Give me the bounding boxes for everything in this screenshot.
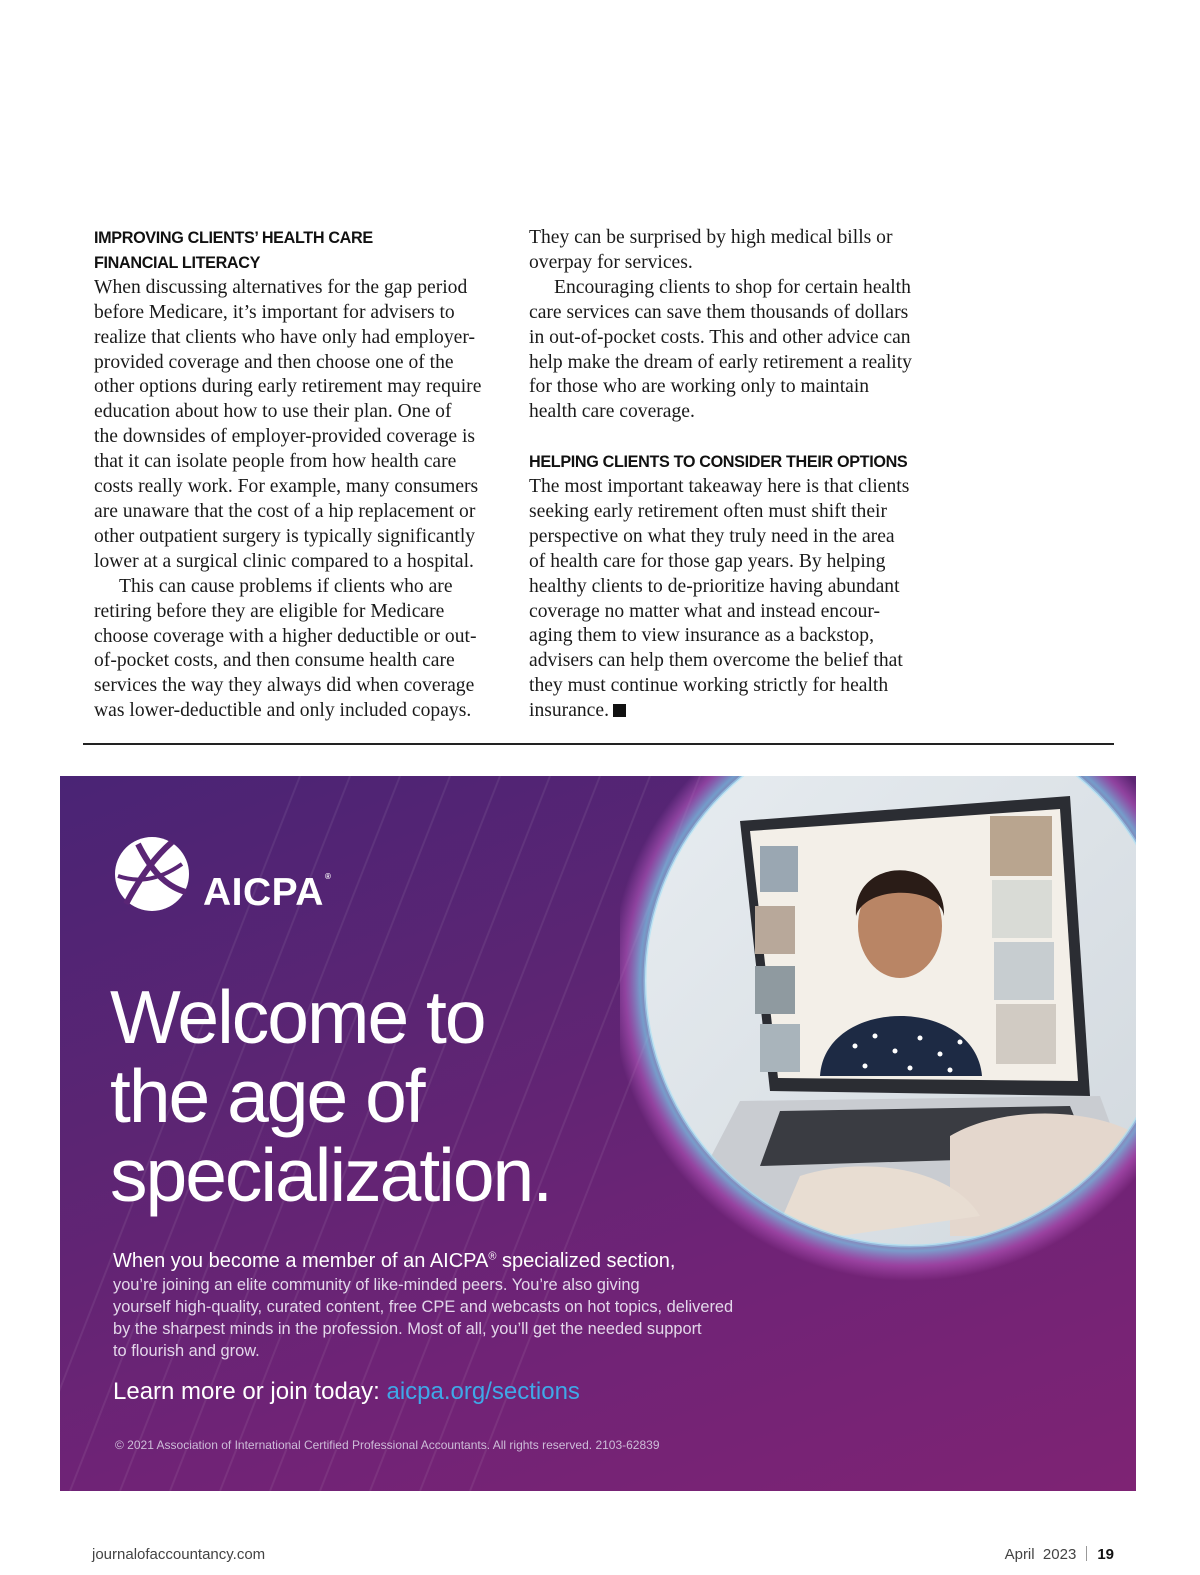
video-call-photo [620, 776, 1136, 1491]
ad-headline: Welcome to the age of specialization. [110, 975, 552, 1217]
article-right-column [529, 226, 943, 724]
section-heading-consider-options: HELPING CLIENTS TO CONSIDER THEIR OPTIONS [529, 453, 908, 472]
aicpa-sections-link[interactable]: aicpa.org/sections [386, 1378, 580, 1405]
body-paragraph: Encouraging clients to shop for certain health care services can save them thousands of dollars in out-of-pocket costs. This and other advice can help make the dream of early retirement a reality for those who are working only to maintain health care coverage. [529, 276, 912, 423]
aicpa-globe-icon [112, 834, 192, 914]
footer-issue-page [1005, 1546, 1114, 1563]
ad-call-to-action: Learn more or join today: aicpa.org/sections [113, 1378, 580, 1405]
section-heading-health-care-literacy: IMPROVING CLIENTS’ HEALTH CARE FINANCIAL LITERACY [94, 229, 373, 272]
page-number: 19 [1097, 1546, 1114, 1563]
end-of-article-icon [613, 704, 626, 717]
body-paragraph: The most important takeaway here is that clients seeking early retirement often must shift their perspective on what they truly need in the area of health care for those gap years. By helping healthy clients to de-prioritize having abundant coverage no matter what and instead encour- aging them to view insurance as a backstop, advisers can help them overcome the belief that they must continue working strictly for health insurance. [529, 476, 910, 722]
aicpa-wordmark: AICPA® [203, 871, 332, 914]
body-paragraph: When discussing alternatives for the gap period before Medicare, it’s important for advisers to realize that clients who have only had employer- provided coverage and then choose one of the other options during early retirement may require education about how to use their plan. One of the downsides of employer-provided coverage is that it can isolate people from how health care costs really work. For example, many consumers are unaware that the cost of a hip replacement or other outpatient surgery is typically significantly lower at a surgical clinic compared to a hospital. [94, 276, 482, 572]
section-divider [83, 743, 1114, 745]
footer-site-url[interactable]: journalofaccountancy.com [92, 1546, 266, 1563]
aicpa-advertisement[interactable] [60, 776, 1136, 1491]
body-paragraph: They can be surprised by high medical bills or overpay for services. [529, 227, 893, 273]
article-left-column [94, 226, 506, 724]
paragraph-gap [529, 425, 943, 450]
ad-lead-sentence: When you become a member of an AICPA® specialized section, [113, 1250, 676, 1272]
ad-body-text: you’re joining an elite community of like-minded peers. You’re also giving yourself high-quality, curated content, free CPE and webcasts on hot topics, delivered by the sharpest minds in the profession. Most of all, you’ll get the needed support to flourish and grow. [113, 1276, 734, 1360]
ad-copyright: © 2021 Association of International Certified Professional Accountants. All rights reserved. 2103-62839 [115, 1438, 660, 1452]
footer-separator [1086, 1546, 1087, 1561]
issue-date: April 2023 [1004, 1546, 1077, 1563]
body-paragraph: This can cause problems if clients who are retiring before they are eligible for Medicare choose coverage with a higher deductible or out- of-pocket costs, and then consume health care services the way they always did when coverage was lower-deductible and only included copays. [94, 575, 477, 722]
